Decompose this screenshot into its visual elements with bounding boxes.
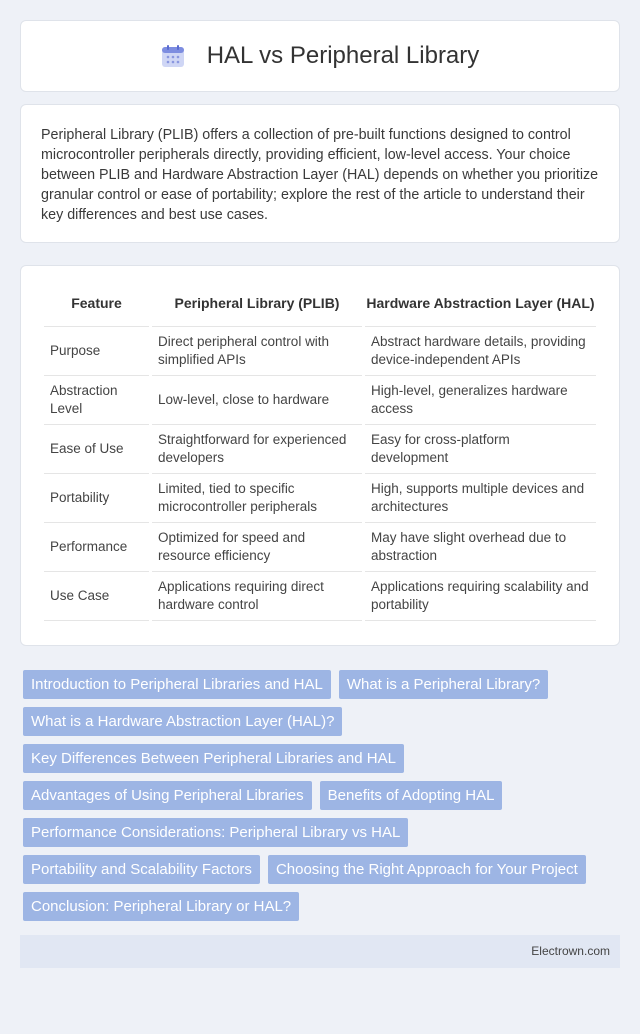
table-cell: Direct peripheral control with simplified APIs [152, 327, 362, 376]
table-row [44, 376, 596, 425]
page-title: HAL vs Peripheral Library [206, 42, 480, 69]
table-cell: Applications requiring direct hardware control [152, 572, 362, 621]
table-cell: Portability [44, 474, 149, 523]
table-cell: Abstract hardware details, providing device-independent APIs [365, 327, 596, 376]
topic-tag-link[interactable]: Key Differences Between Peripheral Libraries and HAL [23, 744, 404, 773]
topic-tag-link[interactable]: What is a Peripheral Library? [339, 670, 548, 699]
table-cell: Straightforward for experienced developers [152, 425, 362, 474]
table-cell: Low-level, close to hardware [152, 376, 362, 425]
table-cell: Abstraction Level [44, 376, 149, 425]
table-header-cell: Feature [44, 280, 149, 327]
topic-tag-link[interactable]: Benefits of Adopting HAL [320, 781, 503, 810]
table-row [44, 572, 596, 621]
topic-tag-link[interactable]: Performance Considerations: Peripheral Library vs HAL [23, 818, 408, 847]
topic-tag-link[interactable]: Choosing the Right Approach for Your Project [268, 855, 586, 884]
table-row [44, 327, 596, 376]
topic-tag-link[interactable]: Advantages of Using Peripheral Libraries [23, 781, 312, 810]
table-header-cell: Peripheral Library (PLIB) [152, 280, 362, 327]
table-row [44, 523, 596, 572]
table-row [44, 425, 596, 474]
intro-paragraph: Peripheral Library (PLIB) offers a collection of pre-built functions designed to control microcontroller peripherals directly, providing efficient, low-level access. Your choice between PLIB and Hardware Abstraction Layer (HAL) depends on whether you prioritize granular control or ease of portability; explore the rest of the article to understand their key differences and best use cases. [41, 127, 599, 223]
comparison-table-card [20, 265, 620, 646]
table-cell: Easy for cross-platform development [365, 425, 596, 474]
topic-tag-link[interactable]: Introduction to Peripheral Libraries and HAL [23, 670, 331, 699]
intro-card [20, 104, 620, 243]
table-cell: Purpose [44, 327, 149, 376]
table-cell: Applications requiring scalability and portability [365, 572, 596, 621]
footer [20, 935, 620, 968]
table-cell: High-level, generalizes hardware access [365, 376, 596, 425]
topic-tag-link[interactable]: Conclusion: Peripheral Library or HAL? [23, 892, 299, 921]
topic-tags [20, 670, 620, 921]
table-header-row [44, 280, 596, 327]
table-cell: Optimized for speed and resource efficiency [152, 523, 362, 572]
table-cell: High, supports multiple devices and architectures [365, 474, 596, 523]
table-cell: May have slight overhead due to abstraction [365, 523, 596, 572]
table-cell: Limited, tied to specific microcontroller peripherals [152, 474, 362, 523]
topic-tag-link[interactable]: What is a Hardware Abstraction Layer (HAL)? [23, 707, 342, 736]
table-row [44, 474, 596, 523]
calendar-icon [161, 44, 185, 68]
footer-site-name: Electrown.com [531, 944, 610, 958]
table-header-cell: Hardware Abstraction Layer (HAL) [365, 280, 596, 327]
table-cell: Ease of Use [44, 425, 149, 474]
comparison-table [41, 280, 599, 621]
topic-tag-link[interactable]: Portability and Scalability Factors [23, 855, 260, 884]
table-cell: Performance [44, 523, 149, 572]
table-cell: Use Case [44, 572, 149, 621]
title-card [20, 20, 620, 92]
